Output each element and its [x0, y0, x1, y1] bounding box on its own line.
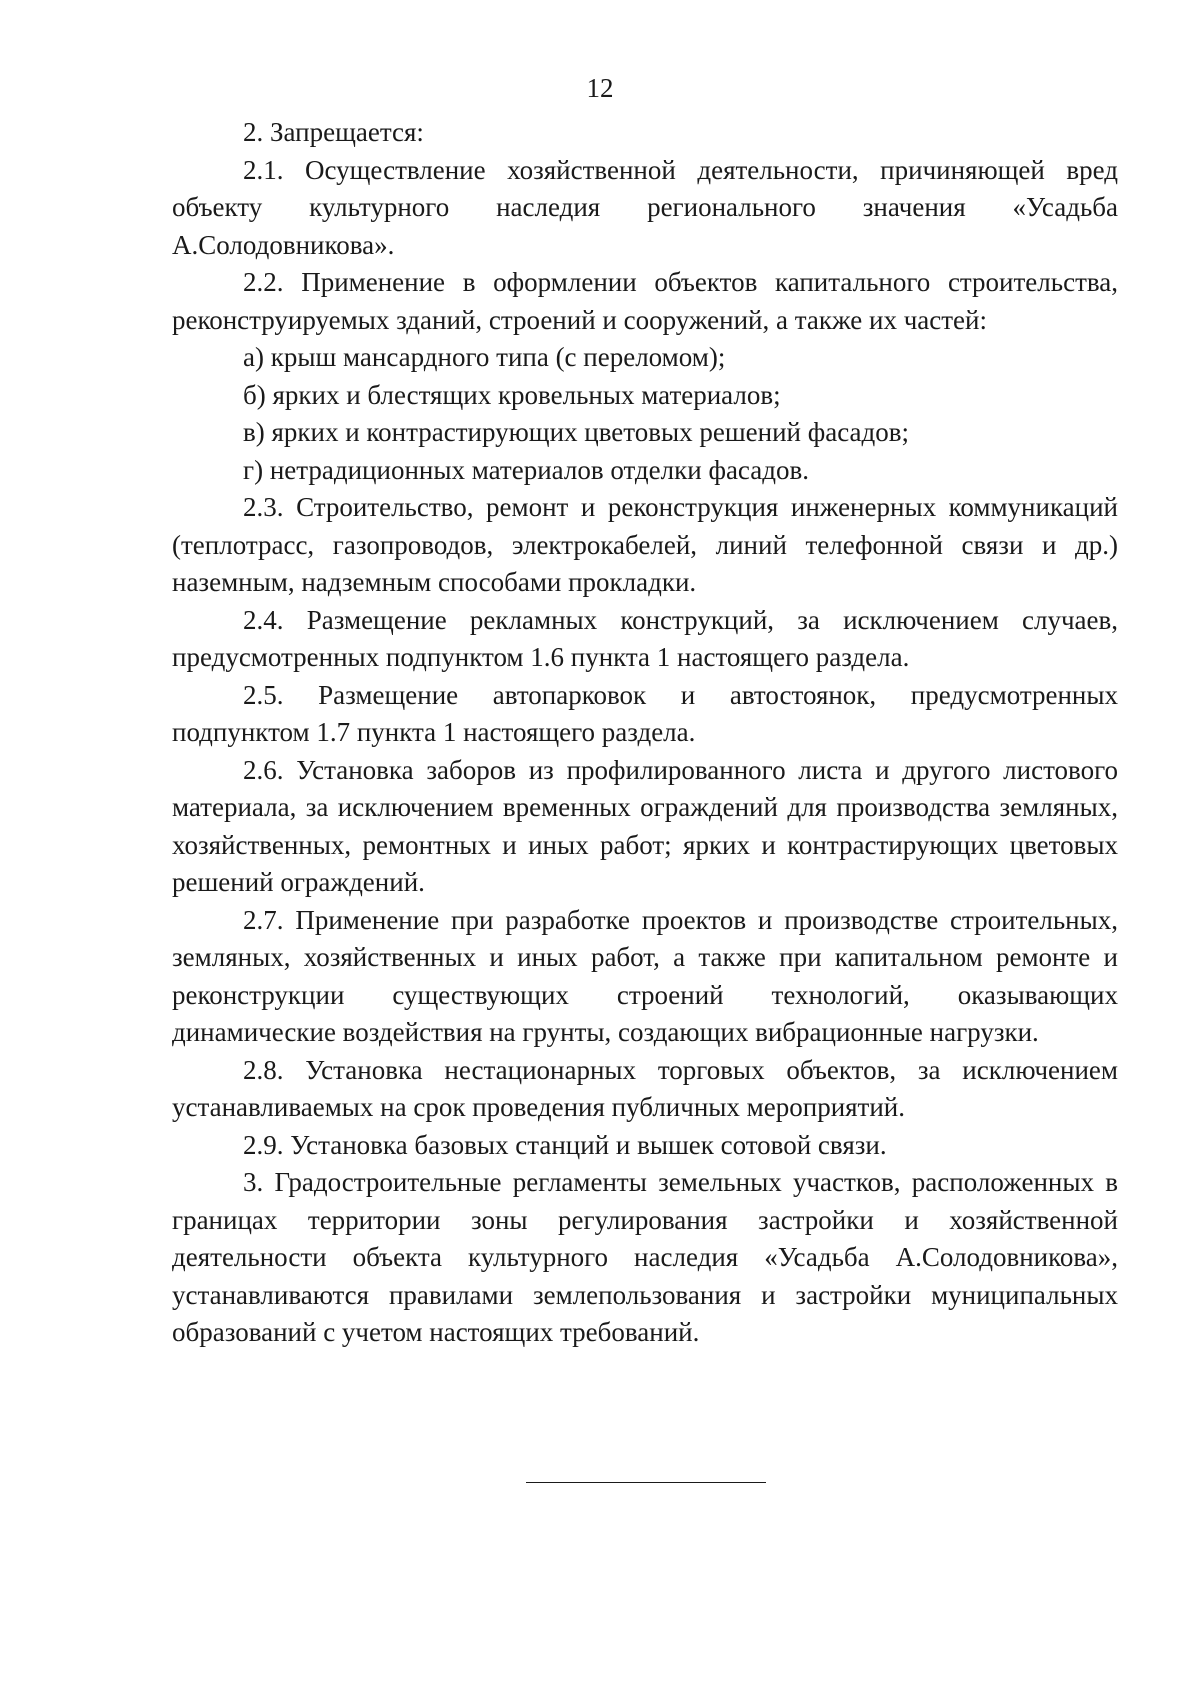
paragraph-2-3: 2.3. Строительство, ремонт и реконструкция инженерных коммуникаций (теплотрасс, газопроводов, электрокабелей, линий телефонной связи и др.) наземным, надземным способами прокладки. [172, 492, 1118, 597]
paragraph-2-5: 2.5. Размещение автопарковок и автостоянок, предусмотренных подпунктом 1.7 пункта 1 настоящего раздела. [172, 679, 1118, 747]
paragraph-2-2: 2.2. Применение в оформлении объектов капитального строительства, реконструируемых зданий, строений и сооружений, а также их частей: [172, 267, 1118, 335]
paragraph-2-2-v: в) ярких и контрастирующих цветовых решений фасадов; [243, 417, 909, 447]
paragraph-3: 3. Градостроительные регламенты земельных участков, расположенных в границах территории зоны регулирования застройки и хозяйственной деятельности объекта культурного наследия «Усадьба А.Солодовникова», устанавливаются правилами землепользования и застройки муниципальных образований с учетом настоящих требований. [172, 1167, 1118, 1347]
paragraph-2-1: 2.1. Осуществление хозяйственной деятельности, причиняющей вред объекту культурного наследия регионального значения «Усадьба А.Солодовникова». [172, 154, 1118, 260]
paragraph-2-2-b: б) ярких и блестящих кровельных материалов; [243, 379, 781, 410]
paragraph-2-7: 2.7. Применение при разработке проектов и производстве строительных, земляных, хозяйственных и иных работ, а также при капитальном ремонте и реконструкции существующих строений технологий, оказывающих динамические воздействия на грунты, создающих вибрационные нагрузки. [172, 904, 1118, 1047]
paragraph-2-2-a: а) крыш мансардного типа (с переломом); [243, 342, 726, 372]
paragraph-prohibited-heading: 2. Запрещается: [243, 117, 424, 147]
end-separator-line [526, 1482, 766, 1483]
paragraph-2-2-g: г) нетрадиционных материалов отделки фасадов. [243, 454, 809, 485]
document-body [172, 114, 1118, 1352]
paragraph-2-6: 2.6. Установка заборов из профилированного листа и другого листового материала, за исключением временных ограждений для производства земляных, хозяйственных, ремонтных и иных работ; ярких и контрастирующих цветовых решений ограждений. [172, 754, 1118, 897]
paragraph-2-9: 2.9. Установка базовых станций и вышек сотовой связи. [243, 1129, 887, 1160]
paragraph-2-4: 2.4. Размещение рекламных конструкций, за исключением случаев, предусмотренных подпунктом 1.6 пункта 1 настоящего раздела. [172, 604, 1118, 672]
paragraph-2-8: 2.8. Установка нестационарных торговых объектов, за исключением устанавливаемых на срок проведения публичных мероприятий. [172, 1054, 1118, 1122]
page-number: 12 [586, 73, 614, 103]
